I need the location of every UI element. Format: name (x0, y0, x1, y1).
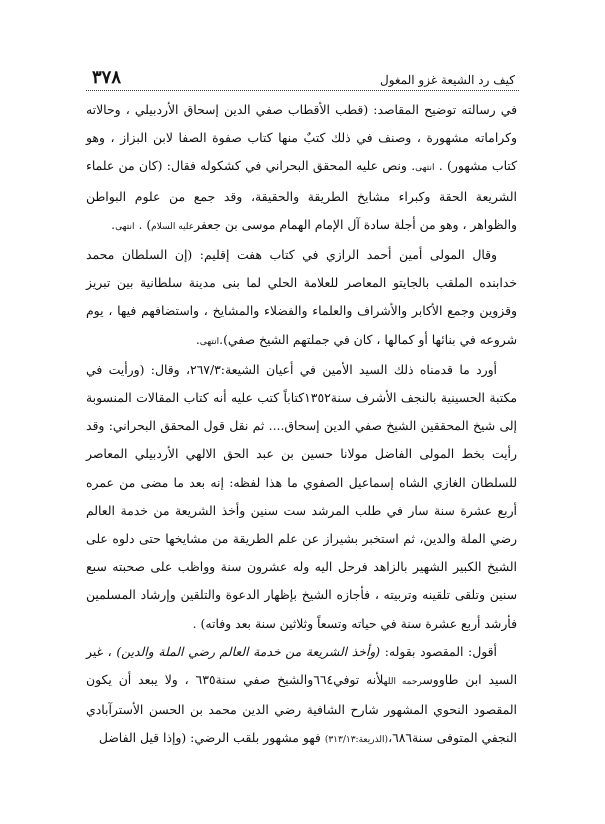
paragraph-4-text-b: ، غير السيد ابن طاووس (86, 643, 518, 688)
paragraph-1-honorific: عليه السلام (151, 221, 195, 232)
paragraph-4-honorific: رحمه الله (383, 677, 423, 688)
paragraph-3-text: أورد ما قدمناه ذلك السيد الأمين في أعيان الشيعة:٢٦٧/٣، وقال: (ورأيت في مكتبة الحسينية بالنجف الأشرف سنة١٣٥٢كتاباً كتب عليه أنه كتاب المقالات المنسوبة إلى شيخ المحققين الشيخ صفي الدين إسحاق.... ثم نقل قول المحقق البحراني: وقد رأيت بخط المولى الفاضل مولانا حسين بن عبد الحق الالهي الأردبيلي المعاصر للسلطان الغازي الشاه إسماعيل الصفوي ما هذا لفظه: إنه بعد ما مضى من عمره أربع عشرة سنة سار في طلب المرشد ست سنين وأخذ الشريعة من خدمة العالم رضي الملة والدين، ثم استخبر بشيراز عن علم الطريقة من مشايخها حتى دلوه على الشيخ الكبير الشهير بالزاهد فرحل اليه وله عشرون سنة وواظب على صحبته سبع سنين وتلقى تلقينه وتربيته ، فأجازه الشيخ بإظهار الدعوة والتلقين وإرشاد المسلمين فأرشد أربع عشرة سنة في حياته وتسعاً وثلاثين سنة بعد وفاته) . (86, 361, 517, 631)
paragraph-2-text-b: . (195, 331, 200, 347)
page-header (86, 60, 519, 91)
paragraph-2-note-intaha: انتهى (199, 336, 220, 347)
paragraph-4-text-a: أقول: المقصود بقوله: (384, 643, 497, 659)
paragraph-4-text-c: لأنه توفي٦٦٤والشيخ صفي سنة٦٣٥ ، ولا يبعد أن يكون المقصود النحوي المشهور شارح الشافية رضي الدين محمد بن الحسن الأسترآبادي النجفي المتوفى سنة٦٨٦، (86, 672, 517, 746)
paragraph-1-text-d: . (111, 216, 116, 232)
body-text (86, 96, 517, 755)
paragraph-4-reference: (الذريعة:٣١٣/١٣) (324, 735, 389, 746)
paragraph-1 (86, 96, 517, 241)
paragraph-4 (86, 638, 517, 755)
paragraph-4-quote: (وأخذ الشريعة من خدمة العالم رضي الملة والدين) (116, 643, 381, 659)
paragraph-1-text-b: . ونص عليه المحقق البحراني في كشكوله فقال: (كان من علماء الشريعة الحقة وكبراء مشايخ الطريقة والحقيقة، وقد جمع من علوم البواطن والظواهر ، وهو من أجلة سادة آل الإمام الهمام موسى بن جعفر (86, 158, 517, 232)
page-number: ٣٧٨ (92, 67, 122, 88)
paragraph-1-note-intaha: انتهى (415, 163, 435, 174)
running-title: كيف رد الشيعة غزو المغول (379, 73, 515, 87)
paragraph-1-text-c: ) . (138, 216, 152, 232)
paragraph-1-text-a: في رسالته توضيح المقاصد: (قطب الأقطاب صفي الدين إسحاق الأردبيلي ، وحالاته وكراماته مشهورة ، وصنف في ذلك كتبٌ منها كتاب صفوة الصفا لابن البزاز ، وهو كتاب مشهور) . (86, 102, 517, 174)
paragraph-2-text-a: وقال المولى أمين أحمد الرازي في كتاب هفت إقليم: (إن السلطان محمد خدابنده الملقب بالجايتو المعاصر للعلامة الحلي لما بنى مدينة سلطانية بين تبريز وقزوين وجمع الأكابر والأشراف والعلماء والفضلاء والمشايخ ، واستضافهم فيها ، يوم شروعه في بنائها أو كمالها ، كان في جملتهم الشيخ صفي). (86, 247, 517, 347)
paragraph-2 (86, 241, 517, 356)
paragraph-3 (86, 356, 517, 638)
paragraph-4-text-d: فهو مشهور بلقب الرضي: (وإذا قيل الفاضل (98, 730, 321, 746)
paragraph-1-note-intaha-2: انتهى (115, 221, 135, 232)
